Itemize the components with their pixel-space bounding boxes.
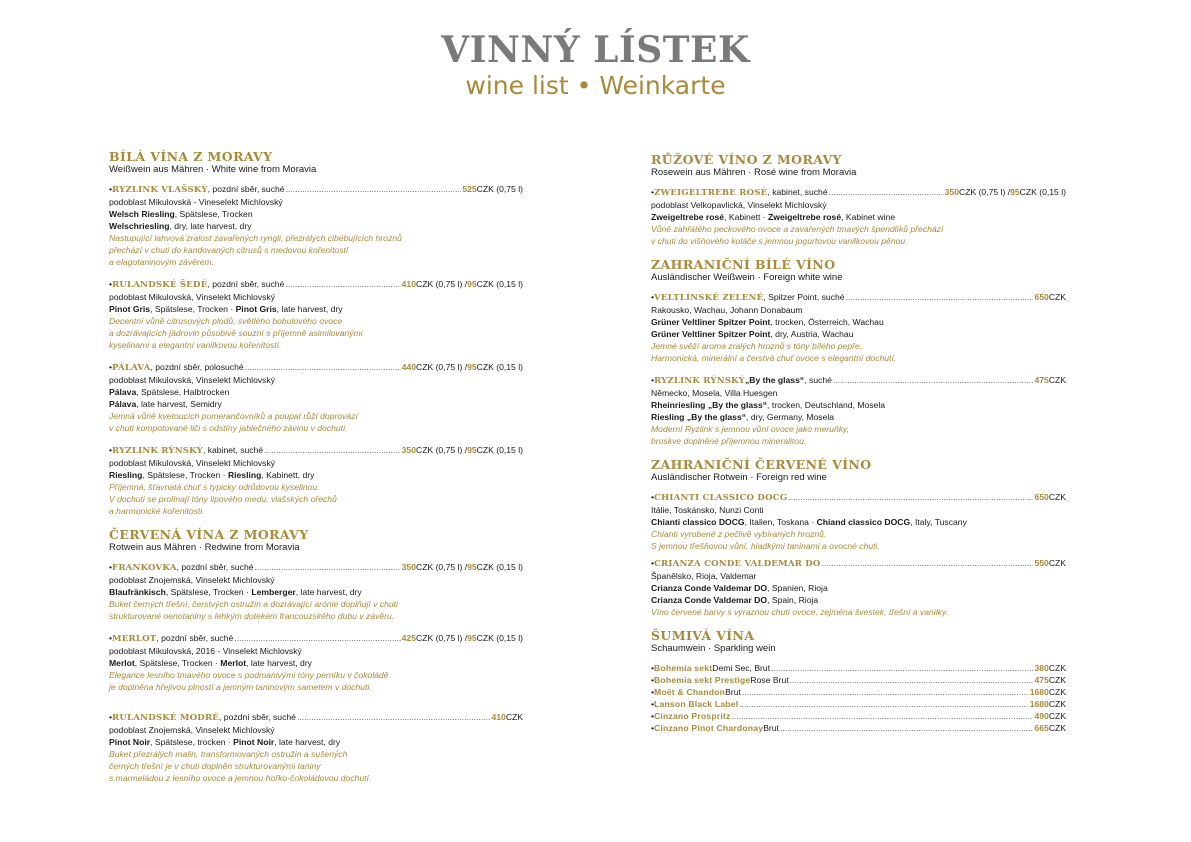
wine-origin: podoblast Mikulovská, Vinselekt Michlovský — [109, 375, 276, 385]
price: 550 — [1034, 558, 1049, 568]
leader-dots — [822, 557, 1034, 569]
sparkling-item: • Cinzano Pinot Chardonay Brut ..... 665 CZK — [651, 722, 1066, 734]
wine-description: Víno červené barvy s výraznou chutí ovoce, zejména švestek, třešní a vanilky. — [651, 607, 948, 617]
sparkling-item: • Cinzano Prospritz ..... 490 CZK — [651, 710, 1066, 722]
leader-dots — [739, 698, 1028, 710]
price: 490 — [1034, 711, 1049, 721]
section-title: RŮŽOVÉ VÍNO Z MORAVY — [651, 152, 842, 167]
leader-dots — [846, 291, 1034, 303]
wine-name: RYZLINK RÝNSKÝ — [112, 446, 203, 456]
wine-origin: podoblast Mikulovská, 2016 - Vinselekt Michlovský — [109, 646, 302, 656]
wine-description: Decentní vůně citrusových plodů, světlého bobulového ovoce — [109, 316, 343, 326]
wine-item: • CHIANTI CLASSICO DOCG ..... 650 CZK Itálie, Toskánsko, Nunzi Conti Chianti classico DOCG, Italien, Toskana · Chiand classico DOCG, Italy, Tuscany Chianti vyrobené z pečlivě vybíraných hroznů. S jemnou třešňovou vůní, hladkými taninami a ovocné chuti. — [651, 491, 1066, 552]
wine-origin: Itálie, Toskánsko, Nunzi Conti — [651, 505, 764, 515]
price: 350 — [401, 445, 416, 455]
sparkling-item: • Bohemia sekt Prestige Rose Brut ..... 475 CZK — [651, 674, 1066, 686]
price: 410 — [491, 712, 506, 722]
menu-header — [0, 30, 1191, 102]
wine-item: • PÁLAVA , pozdní sběr, polosuché ..... 440 CZK (0,75 l) / 95 CZK (0,15 l) podoblast Mikulovská, Vinselekt Michlovský Pálava, Spätslese, Halbtrocken Pálava, late harvest, Semidry Jemná vůně kvetoucích pomerančovníků a poupat růží doprovází v chuti kompotované liči s odstíny jablečného závinu v dochuti. — [109, 361, 523, 434]
leader-dots — [731, 710, 1033, 722]
leader-dots — [234, 632, 400, 644]
leader-dots — [255, 561, 401, 573]
price: 525 — [462, 184, 477, 194]
section-subtitle: Ausländischer Weißwein · Foreign white wine — [651, 272, 843, 283]
sparkling-item: • Bohemia sekt Demi Sec, Brut ..... 380 CZK — [651, 662, 1066, 674]
wine-name: FRANKOVKA — [112, 563, 177, 573]
wine-origin: Rakousko, Wachau, Johann Donabaum — [651, 305, 803, 315]
section-title: ZAHRANIČNÍ BÍLÉ VÍNO — [651, 257, 836, 272]
price: 1680 — [1029, 687, 1049, 697]
wine-name: MERLOT — [112, 634, 157, 644]
leader-dots — [742, 686, 1029, 698]
section-subtitle: Rosewein aus Mähren · Rosé wine from Moravia — [651, 167, 857, 178]
wine-name: RULANDSKÉ MODRÉ — [112, 713, 220, 723]
section-sparkling — [651, 628, 1066, 734]
section-subtitle: Ausländischer Rotwein · Foreign red wine — [651, 472, 827, 483]
section-foreign-red — [651, 457, 1066, 618]
wine-item: • RYZLINK RÝNSKÝ „By the glass“ , suché ..... 475 CZK Německo, Mosela, Villa Huesgen Rheinriesling „By the glass“, trocken, Deutschland, Mosela Riesling „By the glass“, dry, Germany, Mosela Moderní Ryzlink s jemnou vůní ovoce jako meruňky, broskve doplněné příjemnou mineralitou. — [651, 374, 1066, 447]
leader-dots — [297, 711, 491, 723]
wine-item: • MERLOT , pozdní sběr, suché ..... 425 CZK (0,75 l) / 95 CZK (0,15 l) podoblast Mikulovská, 2016 - Vinselekt Michlovský Merlot, Spätslese, Trocken · Merlot, late harvest, dry Elegance lesního tmavého ovoce s podmanivými tóny perníku v čokoládě je doplněna hřejivou plností a jemným taninovým sametem v dochuti. — [109, 632, 523, 693]
section-title: ŠUMIVÁ VÍNA — [651, 628, 755, 643]
section-title: ZAHRANIČNÍ ČERVENÉ VÍNO — [651, 457, 872, 472]
wine-name: VELTLÍNSKÉ ZELENÉ — [654, 293, 764, 303]
price: 350 — [401, 562, 416, 572]
wine-name: PÁLAVA — [112, 363, 151, 373]
wine-item: • CRIANZA CONDE VALDEMAR DO ..... 550 CZK Španělsko, Rioja, Valdemar Crianza Conde Valdemar DO, Spanien, Rioja Crianza Conde Valdemar DO, Spain, Rioja Víno červené barvy s výraznou chutí ovoce, zejména švestek, třešní a vanilky. — [651, 557, 1066, 618]
price: 380 — [1034, 663, 1049, 673]
section-subtitle: Schaumwein · Sparkling wein — [651, 643, 776, 654]
wine-name: RULANDSKÉ ŠEDÉ — [112, 280, 208, 290]
section-subtitle: Rotwein aus Mähren · Redwine from Moravia — [109, 542, 300, 553]
wine-description: Buket černých třešní, čerstvých ostružin a dozrávající arónie doplňují v chuti — [109, 599, 398, 609]
wine-description: Nastupující lahvová zralost zavařených ryngli, přezrálých cibébujících hroznů — [109, 233, 402, 243]
leader-dots — [833, 374, 1034, 386]
leader-dots — [780, 722, 1034, 734]
price: 425 — [401, 633, 416, 643]
leader-dots — [264, 444, 401, 456]
price: 1680 — [1029, 699, 1049, 709]
price: 350 — [944, 187, 959, 197]
wine-origin: podoblast Mikulovská, Vinselekt Michlovský — [109, 292, 276, 302]
page-title: VINNÝ LÍSTEK — [441, 29, 750, 71]
price: 475 — [1034, 375, 1049, 385]
price: 650 — [1034, 292, 1049, 302]
section-red-moravia — [109, 527, 523, 784]
wine-description: Jemné svěží aroma zralých hroznů s tóny bílého pepře. — [651, 341, 863, 351]
leader-dots — [771, 662, 1033, 674]
right-column — [651, 152, 1066, 742]
wine-description: Příjemná, šťavnatá chuť s typicky odrůdovou kyselinou. — [109, 482, 320, 492]
wine-origin: Španělsko, Rioja, Valdemar — [651, 571, 757, 581]
left-column — [109, 149, 523, 794]
wine-origin: podoblast Velkopavlická, Vinselekt Michlovský — [651, 200, 827, 210]
wine-origin: podoblast Znojemská, Vinselekt Michlovský — [109, 575, 275, 585]
wine-origin: Německo, Mosela, Villa Huesgen — [651, 388, 778, 398]
wine-origin: podoblast Znojemská, Vinselekt Michlovský — [109, 725, 275, 735]
section-subtitle: Weißwein aus Mähren · White wine from Moravia — [109, 164, 317, 175]
wine-name: RYZLINK RÝNSKÝ — [654, 376, 745, 386]
wine-item: • RYZLINK VLAŠSKÝ , pozdní sběr, suché ..... 525 CZK (0,75 l) podoblast Mikulovská - Vineselekt Michlovský Welsch Riesling, Spätslese, Trocken Welschriesling, dry, late harvest, dry Nastupující lahvová zralost zavařených ryngli, přezrálých cibébujících hroznů přechází v chuti do kandovaných citrusů s medovou kořenitostí a elagotaninovým závěrem. — [109, 183, 523, 268]
section-foreign-white — [651, 257, 1066, 447]
wine-name: CHIANTI CLASSICO DOCG — [654, 493, 788, 503]
wine-item: • ZWEIGELTREBE ROSÉ , kabinet, suché ..... 350 CZK (0,75 l) / 95 CZK (0,15 l) podoblast Velkopavlická, Vinselekt Michlovský Zweigeltrebe rosé, Kabinett · Zweigeltrebe rosé, Kabinet wine Vůně zahřátého peckového ovoce a zavařených tmavých špendlíků přechází v chuti do višňového koláče s jemnou jogurtovou vanilkovou pěnou. — [651, 186, 1066, 247]
leader-dots — [790, 674, 1034, 686]
wine-description: Jemná vůně kvetoucích pomerančovníků a poupat růží doprovází — [109, 411, 358, 421]
leader-dots — [285, 278, 400, 290]
section-white-moravia — [109, 149, 523, 517]
price: 440 — [401, 362, 416, 372]
wine-description: Vůně zahřátého peckového ovoce a zavařených tmavých špendlíků přechází — [651, 224, 944, 234]
wine-item: • RULANDSKÉ MODRÉ , pozdní sběr, suché ..... 410 CZK podoblast Znojemská, Vinselekt Michlovský Pinot Noir, Spätslese, trocken · Pinot Noir, late harvest, dry Buket přezrálých malin, transformovaných ostružin a sušených černých třešní je v chuti doplněn strukturovanými taniny s marmeládou z lesního ovoce a jemnou hořko-čokoládovou dochutí. — [109, 711, 523, 784]
price: 475 — [1034, 675, 1049, 685]
section-title: ČERVENÁ VÍNA Z MORAVY — [109, 527, 309, 542]
page-subtitle: wine list • Weinkarte — [465, 71, 726, 100]
wine-item: • FRANKOVKA , pozdní sběr, suché ..... 350 CZK (0,75 l) / 95 CZK (0,15 l) podoblast Znojemská, Vinselekt Michlovský Blaufränkisch, Spätslese, Trocken · Lemberger, late harvest, dry Buket černých třešní, čerstvých ostružin a dozrávající arónie doplňují v chuti strukturované oenotaniny s lehkým dotekem francouzského dubu v závěru. — [109, 561, 523, 622]
leader-dots — [788, 491, 1033, 503]
wine-description: Buket přezrálých malin, transformovaných ostružin a sušených — [109, 749, 348, 759]
sparkling-list — [651, 662, 1066, 734]
wine-item: • RULANDSKÉ ŠEDÉ , pozdní sběr, suché ..... 410 CZK (0,75 l) / 95 CZK (0,15 l) podoblast Mikulovská, Vinselekt Michlovský Pinot Gris, Spätslese, Trocken · Pinot Gris, late harvest, dry Decentní vůně citrusových plodů, světlého bobulového ovoce a dozrávajících jádrovin působivě souzní s příjemně asimilovanými kyselinami a elegantní vanilkovou kořenitostí. — [109, 278, 523, 351]
section-title: BÍLÁ VÍNA Z MORAVY — [109, 149, 273, 164]
wine-name: ZWEIGELTREBE ROSÉ — [654, 188, 768, 198]
wine-item: • VELTLÍNSKÉ ZELENÉ , Spitzer Point, suché ..... 650 CZK Rakousko, Wachau, Johann Donabaum Grüner Veltliner Spitzer Point, trocken, Österreich, Wachau Grüner Veltliner Spitzer Point, dry, Austria, Wachau Jemné svěží aroma zralých hroznů s tóny bílého pepře. Harmonická, minerální a čerstvá chuť ovoce s elegantní dochutí. — [651, 291, 1066, 364]
wine-origin: podoblast Mikulovská - Vineselekt Michlovský — [109, 197, 283, 207]
leader-dots — [829, 186, 944, 198]
wine-description: Chianti vyrobené z pečlivě vybíraných hroznů. — [651, 529, 827, 539]
wine-name: CRIANZA CONDE VALDEMAR DO — [654, 559, 821, 569]
wine-description: Elegance lesního tmavého ovoce s podmanivými tóny perníku v čokoládě — [109, 670, 389, 680]
price: 665 — [1034, 723, 1049, 733]
leader-dots — [286, 183, 462, 195]
wine-description: Moderní Ryzlink s jemnou vůní ovoce jako meruňky, — [651, 424, 850, 434]
wine-origin: podoblast Mikulovská, Vinselekt Michlovský — [109, 458, 276, 468]
price: 650 — [1034, 492, 1049, 502]
sparkling-item: • Moët & Chandon Brut ..... 1680 CZK — [651, 686, 1066, 698]
section-rose-moravia — [651, 152, 1066, 247]
price: 410 — [401, 279, 416, 289]
wine-name: RYZLINK VLAŠSKÝ — [112, 185, 208, 195]
sparkling-item: • Lanson Black Label ..... 1680 CZK — [651, 698, 1066, 710]
leader-dots — [245, 361, 401, 373]
wine-item: • RYZLINK RÝNSKÝ , kabinet, suché ..... 350 CZK (0,75 l) / 95 CZK (0,15 l) podoblast Mikulovská, Vinselekt Michlovský Riesling, Spätslese, Trocken · Riesling, Kabinett, dry Příjemná, šťavnatá chuť s typicky odrůdovou kyselinou. V dochuti se prolínají tóny lipového medu, vlašských ořechů a harmonické kořenitosti. — [109, 444, 523, 517]
